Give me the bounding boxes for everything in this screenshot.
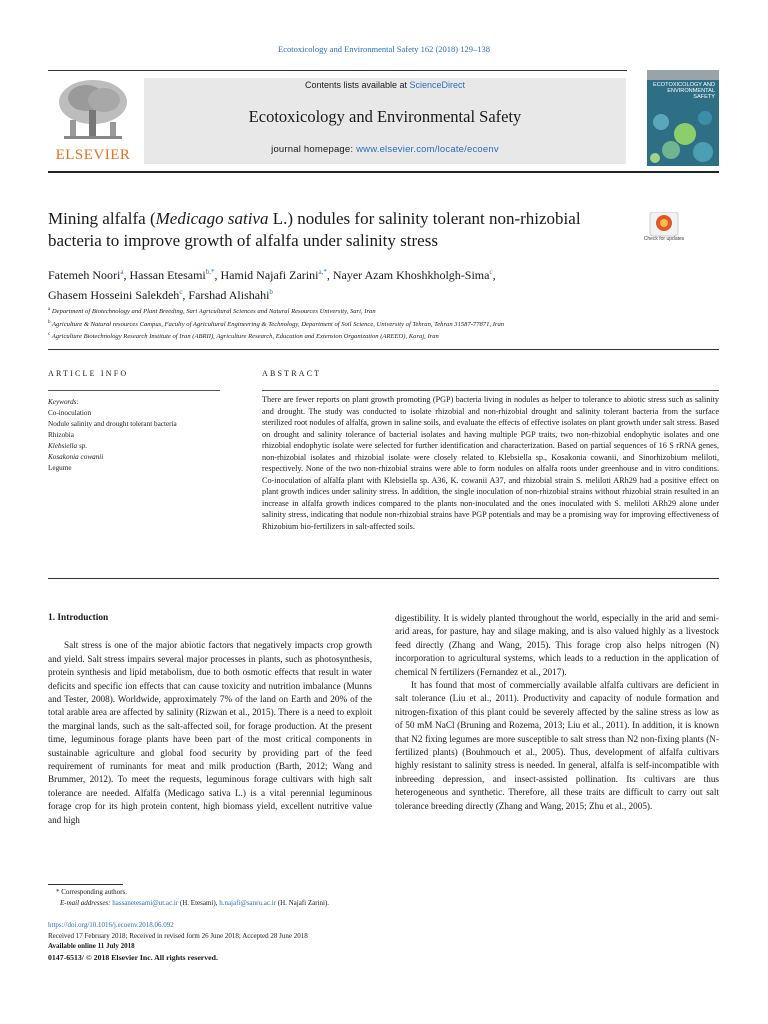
received-dates: Received 17 February 2018; Received in revised form 26 June 2018; Accepted 28 June 2018 [48, 931, 308, 940]
affiliation-item [48, 330, 708, 343]
publication-info [48, 920, 708, 952]
homepage-link[interactable]: www.elsevier.com/locate/ecoenv [356, 144, 499, 155]
affiliations [48, 305, 708, 343]
author-affiliation-mark[interactable]: c [489, 268, 493, 276]
elsevier-logo[interactable] [48, 78, 138, 164]
footnotes [48, 887, 708, 908]
affiliation-text: Agriculture Biotechnology Research Institute of Iran (ABRII), Agriculture Research, Education and Extension Organization (AREEO), Karaj, Iran [51, 333, 439, 341]
author-name[interactable]: Fatemeh Noori [48, 268, 121, 282]
elsevier-tree-icon [56, 78, 130, 144]
author-affiliation-mark[interactable]: a,* [318, 268, 327, 276]
affiliation-text: Agriculture & Natural resources Campus, Faculty of Agricultural Engineering & Technology, Department of Soil Science, University of Tehran, Tehran 31587-77871, Iran [52, 320, 505, 328]
abstract-rule [262, 390, 719, 391]
author-name[interactable]: Hassan Etesami [129, 268, 206, 282]
author-name[interactable]: Nayer Azam Khoshkholgh-Sima [332, 268, 490, 282]
affiliation-item [48, 305, 708, 318]
journal-banner [144, 78, 626, 164]
email-owner: (H. Etesami), [178, 898, 220, 907]
journal-title: Ecotoxicology and Environmental Safety [248, 107, 522, 126]
body-column-left [48, 612, 372, 827]
body-column-right [395, 612, 719, 813]
email-link[interactable]: h.najafi@sanru.ac.ir [219, 898, 276, 907]
author-name[interactable]: Hamid Najafi Zarini [220, 268, 319, 282]
affiliation-mark: c [48, 332, 51, 338]
article-title [48, 208, 638, 252]
masthead-bottom-rule [48, 171, 719, 173]
keywords-block [48, 397, 238, 474]
title-part-2: L.) nodules for salinity tolerant non-rhizobial bacteria to improve growth of alfalfa under salinity stress [48, 209, 581, 250]
sciencedirect-link[interactable]: ScienceDirect [409, 80, 466, 90]
abstract-text: There are fewer reports on plant growth promoting (PGP) bacteria living in nodules as helper to tolerance to abiotic stress such as salinity and drought. The study was conducted to isolate rhizobial and non-rhizobial drought and salinity tolerant bacteria from the surface sterilized root nodules of alfalfa, grown in saline soils, and evaluate the effects of effective isolates on plant growth under salt stress. Based on drought and salinity tolerance of bacterial isolates and having multiple PGP traits, two non-rhizobial endophytic isolates and one rhizobial endophytic isolate were selected for further identification and characterization. Based on partial sequences of 16 S rRNA genes, non-rhizobial isolates and rhizobial isolate were closely related to Klebsiella sp., Kosakonia cowanii, and Sinorhizobium meliloti, respectively. None of the two non-rhizobial strains were able to form nodules on alfalfa roots under greenhouse and in vitro conditions. Co-inoculation of alfalfa plant with Klebsiella sp. A36, K. cowanii A37, and rhizobial strain S. meliloti ARh29 had a positive effect on plant growth indices under salinity stress. In addition, the single inoculation of non-rhizobial strains without rhizobial strain resulted in an increase in alfalfa growth indices compared to the plants non-inoculated and the ones inoculated with S. meliloti ARh29 alone under salinity stress, indicating that nodule non-rhizobial strains have PGP potentials and may be a promising way for improving effectiveness of Rhizobium bio-fertilizers in salt-affected soils. [262, 395, 719, 531]
header-rule [48, 70, 627, 71]
cover-top-band [647, 70, 719, 80]
article-info-heading: ARTICLE INFO [48, 369, 129, 378]
abstract-heading: ABSTRACT [262, 369, 322, 378]
author-name[interactable]: Farshad Alishahi [188, 288, 270, 302]
author-affiliation-mark[interactable]: b,* [205, 268, 215, 276]
email-note [48, 898, 708, 909]
keyword-item: Rhizobia [48, 431, 74, 439]
contents-line [144, 80, 626, 90]
homepage-line [144, 144, 626, 155]
publisher-name: ELSEVIER [55, 147, 131, 163]
keyword-item: Legume [48, 464, 72, 472]
author-list: Fatemeh Noori$^a$, Hassan Etesami$^{b,*}$, Hamid Najafi Zarini$^{a,*}$, Nayer Azam Khoshkholgh-Sima$^c$, Ghasem Hosseini Salekdeh$^c$, Farshad Alishahi$^b$ [48, 268, 496, 302]
section-rule [48, 349, 719, 350]
affiliation-item [48, 318, 708, 331]
keywords-label: Keywords: [48, 398, 79, 406]
masthead [48, 78, 719, 164]
doi-link[interactable]: https://doi.org/10.1016/j.ecoenv.2018.06.092 [48, 921, 174, 929]
article-info-rule [48, 390, 220, 391]
copyright-line: 0147-6513/ © 2018 Elsevier Inc. All rights reserved. [48, 953, 218, 962]
email-owner: (H. Najafi Zarini). [275, 898, 330, 907]
title-part-1: Mining alfalfa ( [48, 209, 156, 228]
body-paragraph: Salt stress is one of the major abiotic factors that negatively impacts crop growth and yield. Salt stress impairs several major processes in plants, such as photosynthesis, protein synthesis and lipid metabolism, due to both osmotic effects that result in water deficits and specific ion effects that can cause toxicity and nutrition imbalance (Munns and Tester, 2008). Worldwide, approximately 7% of the land on Earth and 20% of the total arable area are affected by salinity (Rizwan et al., 2015). There is a need to exploit the marginal lands, such as the salt-affected soil, for forage production. At the present time, leguminous forage plants have been part of the most critical components in sustainable agriculture and global food security by providing part of the feed requirement of ruminants for meat and milk production (Barth, 2012; Wang and Brummer, 2012). To meet the requests, leguminous forage cultivars with high salt tolerance are needed. Alfalfa (Medicago sativa L.) is a vital perennial leguminous forage crop for its high protein content, high biomass yield, excellent nutritive value and high [48, 640, 372, 825]
author-affiliation-mark[interactable]: b [269, 288, 273, 296]
homepage-prefix: journal homepage: [271, 144, 357, 155]
section-heading: 1. Introduction [48, 613, 109, 623]
journal-cover-thumbnail[interactable] [647, 70, 719, 166]
contents-prefix: Contents lists available at [304, 80, 410, 90]
title-species: Medicago sativa [155, 209, 269, 228]
keyword-item: Nodule salinity and drought tolerant bacteria [48, 420, 177, 428]
footnote-rule [48, 884, 123, 885]
body-paragraph: It has found that most of commercially available alfalfa cultivars are deficient in salt tolerance (Liu et al., 2011). Productivity and capacity of nodule formation and nitrogen-fixation of this plant could be severely affected by the saline stress as low as of 50 mM NaCl (Bruning and Rozema, 2013; Liu et al., 2011). In addition, it is known that N2 fixing legumes are more susceptible to salt stress than N2 non-fixing plants (N-fertilized plants) (Bouhmouch et al., 2005). Thus, development of alfalfa cultivars highly resistant to salinity stress is needed. In general, alfalfa is self-incompatible with inbreeding depression, and insect-assisted pollination. Its cultivars are thus heterogeneous and synthetic. Therefore, all these traits are difficult to carry out salt tolerance breeding directly (Zhang and Wang, 2015; Zhu et al., 2005). [395, 680, 719, 811]
body-paragraph: digestibility. It is widely planted throughout the world, especially in the arid and semi-arid areas, for pasture, hay and silage making, and is also valued highly as a livestock feed directly (Zhang and Wang, 2015). This forage crop also helps nitrogen (N) incorporation to agricultural systems, which leads to a reduction in the application of chemical N fertilizers (Fernandez et al., 2017). [395, 613, 719, 677]
cover-title: ECOTOXICOLOGY AND ENVIRONMENTAL SAFETY [653, 82, 715, 100]
keyword-item: Klebsiella sp. [48, 442, 88, 450]
author-affiliation-mark[interactable]: c [179, 288, 183, 296]
check-for-updates-icon[interactable] [644, 212, 684, 252]
available-online: Available online 11 July 2018 [48, 942, 135, 951]
author-name[interactable]: Ghasem Hosseini Salekdeh [48, 288, 180, 302]
affiliation-mark: a [48, 307, 51, 312]
email-label: E-mail addresses: [60, 898, 113, 907]
author-affiliation-mark[interactable]: a [120, 268, 124, 276]
check-for-updates-label[interactable]: Check for updates [643, 236, 685, 242]
affiliation-mark: b [48, 319, 51, 325]
journal-citation-link[interactable]: Ecotoxicology and Environmental Safety 162 (2018) 129–138 [278, 44, 490, 54]
affiliation-text: Department of Biotechnology and Plant Breeding, Sari Agricultural Sciences and Natural Resources University, Sari, Iran [51, 308, 376, 316]
email-link[interactable]: hassanetesami@ut.ac.ir [112, 898, 179, 907]
corresponding-note: * Corresponding authors. [56, 888, 127, 896]
keyword-item: Co-inoculation [48, 409, 92, 417]
cover-artwork-icon [647, 104, 719, 166]
abstract-bottom-rule [48, 578, 719, 579]
keyword-item: Kosakonia cowanii [48, 453, 104, 461]
